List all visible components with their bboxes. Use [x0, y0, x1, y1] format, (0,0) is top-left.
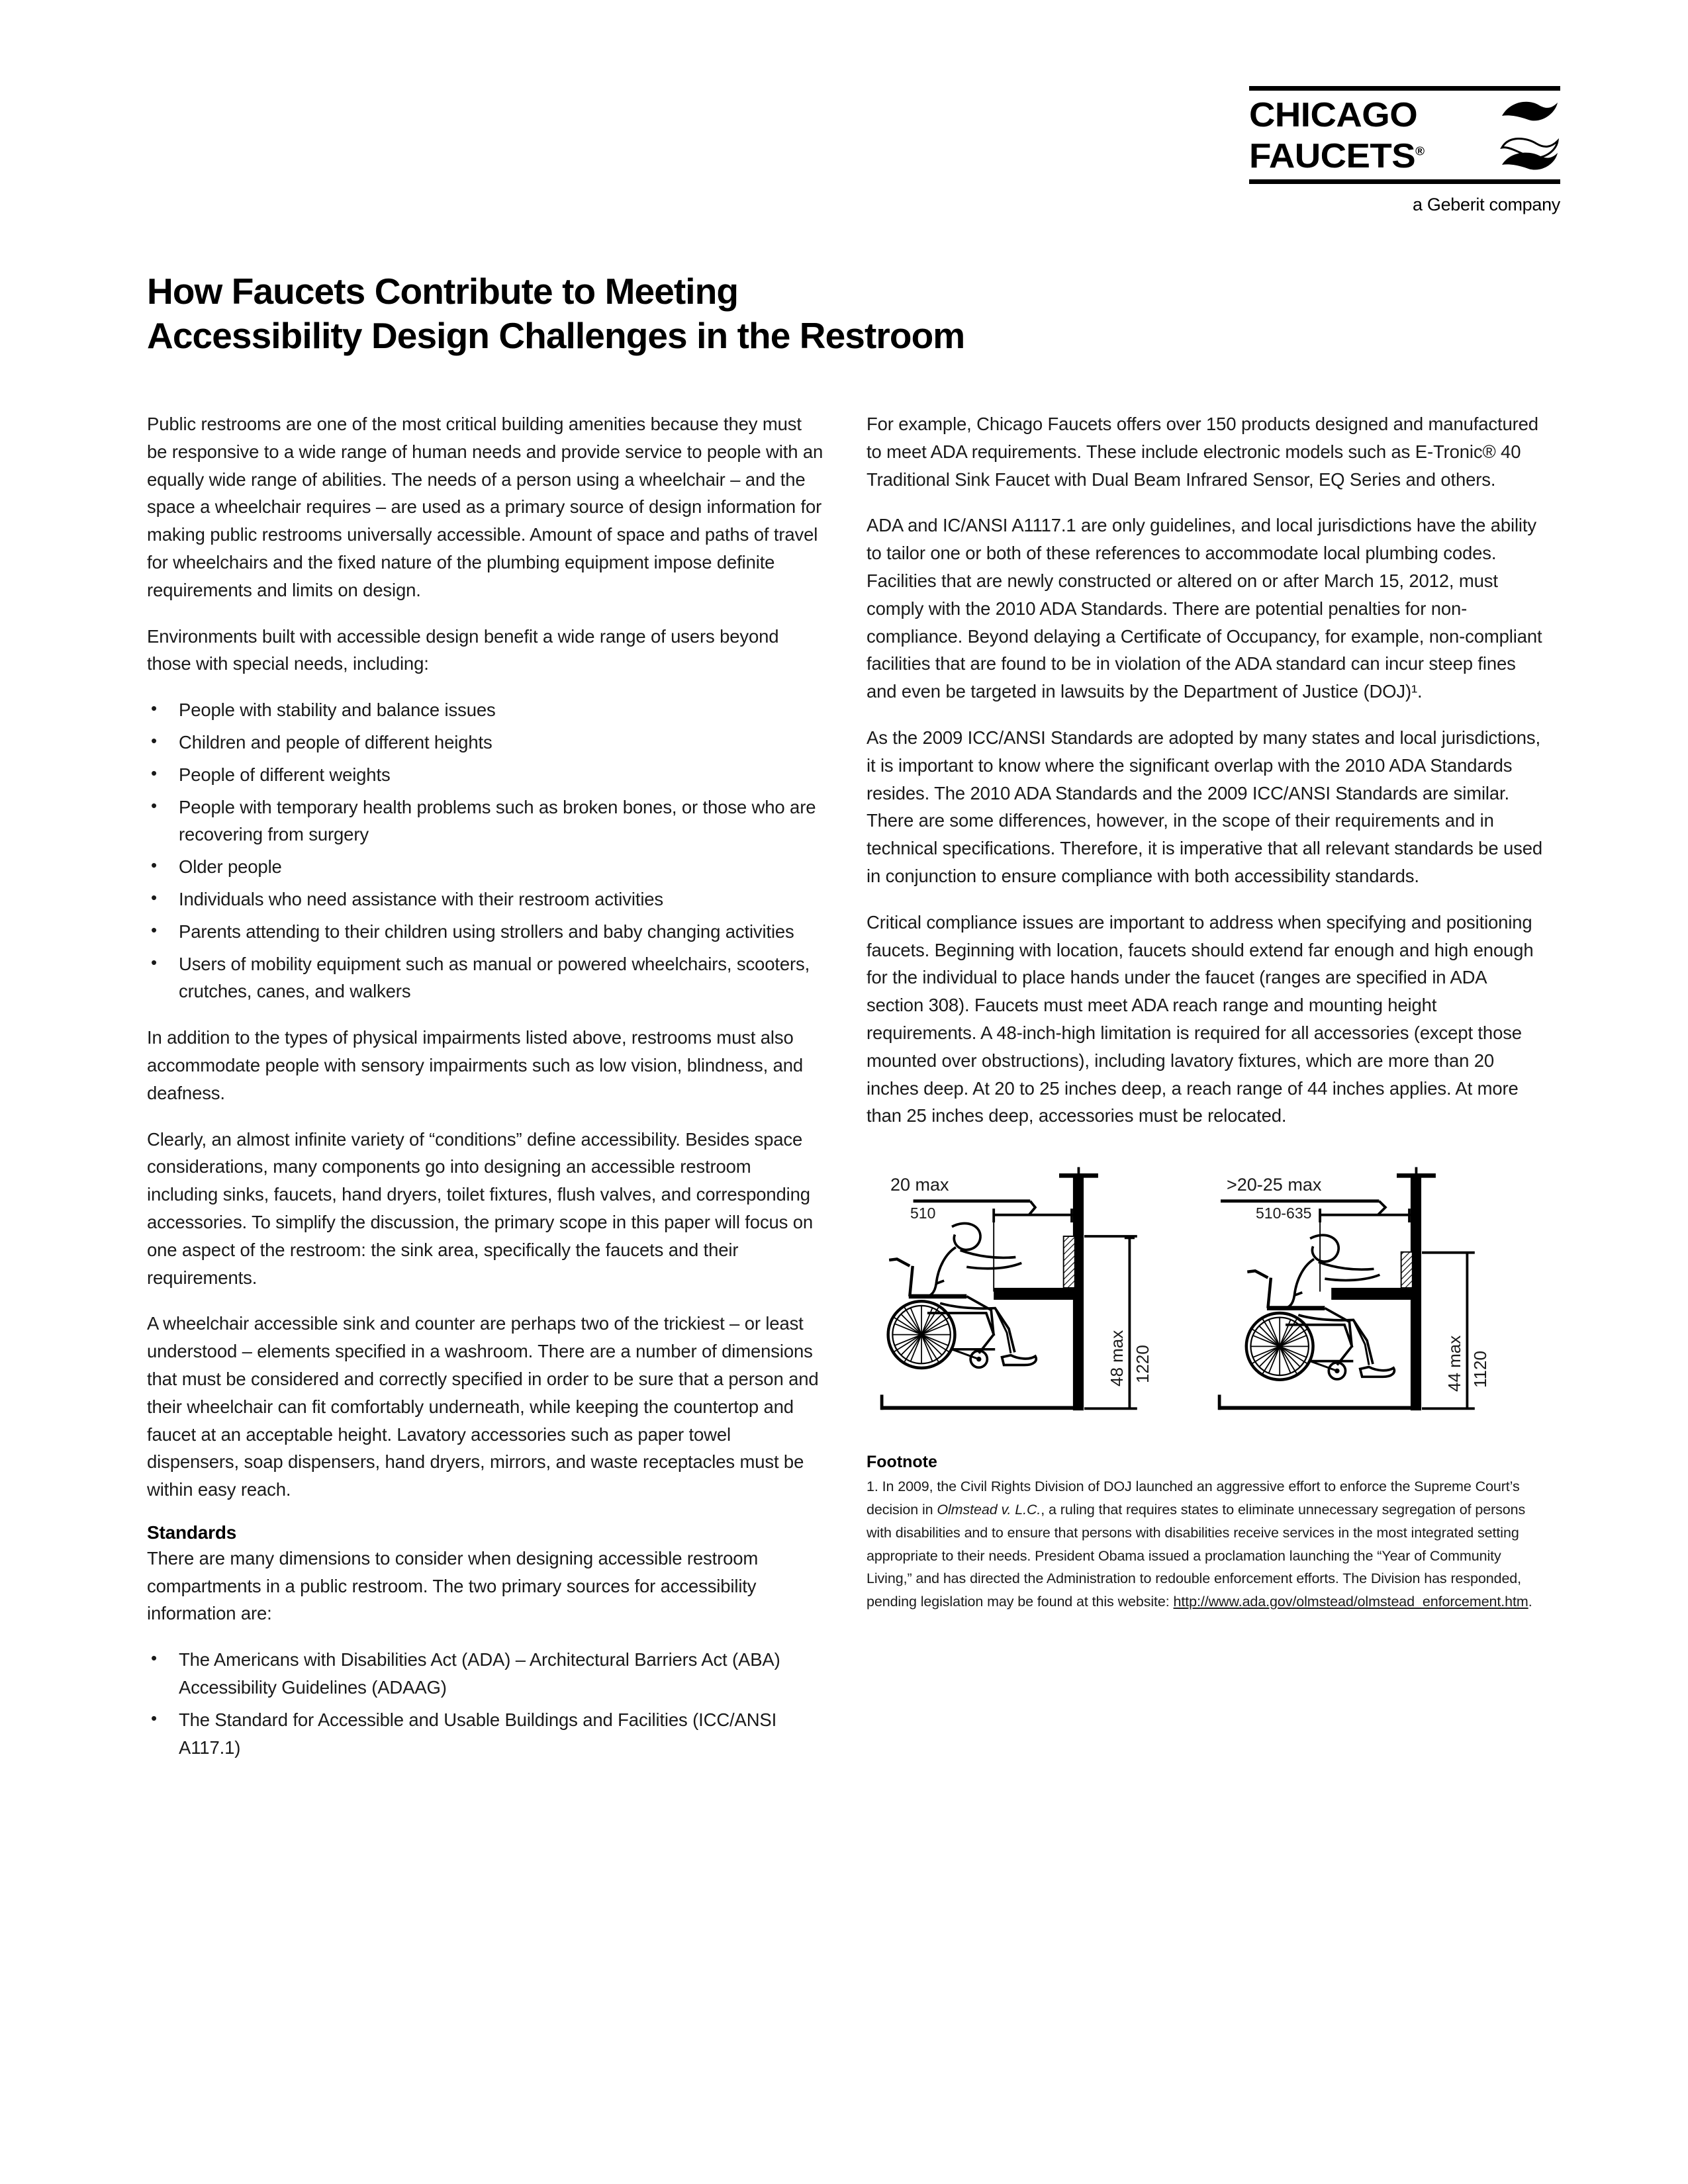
page-title [147, 269, 1405, 358]
paragraph-standards-intro: There are many dimensions to consider when designing accessible restroom compartments in a public restroom. The two primary sources for accessibility information are: [147, 1547, 759, 1624]
paragraph-chicago-faucets-products: For example, Chicago Faucets offers over 150 products designed and manufactured to meet ADA requirements. These include electronic models such as E-Tronic® 40 Traditional Sink Faucet with Dual Beam Infrared Sensor, EQ Series and others. [867, 414, 1538, 490]
list-item: • People with temporary health problems such as broken bones, or those who are recovering from surgery [147, 794, 824, 849]
list-item: • The Standard for Accessible and Usable Buildings and Facilities (ICC/ANSI A117.1) [147, 1706, 824, 1762]
footnote-block [867, 1453, 1544, 1614]
paragraph-environments-built: Environments built with accessible design benefit a wide range of users beyond those with special needs, including: [147, 625, 779, 674]
paragraph-2009-iccansi-standards: As the 2009 ICC/ANSI Standards are adopted by many states and local jurisdictions, it is important to know where the significant overlap with the 2010 ADA Standards resides. The 2010 ADA Standards and the 2009 ICC/ANSI Standards are similar. There are some differences, however, in the scope of their requirements and in technical specifications. Therefore, it is imperative that all relevant standards be used in conjunction to ensure compliance with both accessibility standards. [867, 727, 1542, 886]
list-item: • People of different weights [147, 761, 824, 789]
right-column [867, 410, 1544, 1780]
list-item: • The Americans with Disabilities Act (ADA) – Architectural Barriers Act (ABA) Accessibility Guidelines (ADAAG) [147, 1646, 824, 1702]
left-diagram-depth-metric: 510 [910, 1205, 936, 1222]
logo-tagline: a Geberit company [1412, 195, 1560, 214]
left-diagram-height-metric: 1220 [1133, 1345, 1152, 1384]
footnote-period: . [1528, 1594, 1532, 1610]
body-columns [147, 410, 1544, 1780]
footnote-number: 1. [867, 1479, 882, 1495]
logo-top-rule [1249, 86, 1560, 91]
geberit-leaf-icon-bottom [1499, 137, 1560, 175]
paragraph-critical-compliance-issues: Critical compliance issues are important to address when specifying and positioning faucets. Beginning with location, faucets should extend far enough and high enough for the individual to place hands under the faucet (ranges are specified in ADA section 308). Faucets must meet ADA reach range and mounting height requirements. A 48-inch-high limitation is required for all accessories (except those mounted over obstructions), including lavatory fixtures, which are more than 20 inches deep. At 20 to 25 inches deep, a reach range of 44 inches applies. At more than 25 inches deep, accessories must be relocated. [867, 911, 1534, 1126]
footnote-url-link[interactable]: http://www.ada.gov/olmstead/olmstead_enforcement.htm [1173, 1594, 1528, 1610]
paragraph-ada-icansi-guidelines: ADA and IC/ANSI A1117.1 are only guidelines, and local jurisdictions have the ability to tailor one or both of these references to accommodate local plumbing codes. Facilities that are newly constructed or altered on or after March 15, 2012, must comply with the 2010 ADA Standards. There are potential penalties for non-compliance. Beyond delaying a Certificate of Occupancy, for example, non-compliant facilities that are found to be in violation of the ADA standard can incur steep fines and even be targeted in lawsuits by the Department of Justice (DOJ)¹. [867, 515, 1542, 702]
list-item: • Children and people of different heights [147, 729, 824, 756]
right-diagram-height-label: 44 max [1444, 1335, 1464, 1392]
footnote-text [867, 1475, 1544, 1614]
accessible-design-benefit-list [147, 696, 824, 1005]
right-diagram-depth-metric: 510-635 [1256, 1205, 1312, 1222]
left-diagram-depth-label: 20 max [890, 1175, 949, 1195]
logo-bottom-rule [1249, 179, 1560, 184]
list-item: • Users of mobility equipment such as manual or powered wheelchairs, scooters, crutches, canes, and walkers [147, 950, 824, 1006]
chicago-faucets-logo [1249, 86, 1560, 215]
left-diagram-height-label: 48 max [1107, 1330, 1127, 1387]
paragraph-sensory-impairments: In addition to the types of physical impairments listed above, restrooms must also accommodate people with sensory impairments such as low vision, blindness, and deafness. [147, 1027, 804, 1103]
paragraph-wheelchair-sink-counter: A wheelchair accessible sink and counter are perhaps two of the trickiest – or least understood – elements specified in a washroom. There are a number of dimensions that must be considered and correctly specified in order to be sure that a person and their wheelchair can fit comfortably underneath, while keeping the countertop and faucet at an acceptable height. Lavatory accessories such as paper towel dispensers, soap dispensers, hand dryers, mirrors, and waste receptacles must be within easy reach. [147, 1313, 819, 1500]
page-title-line-1: How Faucets Contribute to Meeting [147, 270, 739, 312]
paragraph-conditions-define-accessibility: Clearly, an almost infinite variety of “conditions” define accessibility. Besides space considerations, many components go into designing an accessible restroom including sinks, faucets, hand dryers, toilet fixtures, flush valves, and corresponding accessories. To simplify the discussion, the primary scope in this paper will focus on one aspect of the restroom: the sink area, specifically the faucets and their requirements. [147, 1128, 814, 1288]
page-title-line-2: Accessibility Design Challenges in the Restroom [147, 314, 965, 356]
list-item: • Older people [147, 853, 824, 881]
footnote-heading: Footnote [867, 1453, 937, 1472]
left-column [147, 410, 824, 1780]
list-item: • People with stability and balance issues [147, 696, 824, 724]
footnote-case-name: Olmstead v. L.C. [937, 1501, 1041, 1518]
ada-reach-range-figure [867, 1148, 1544, 1433]
right-diagram-depth-label: >20-25 max [1227, 1175, 1322, 1195]
footnote-text-b: , a ruling that requires states to eliminate unnecessary segregation of persons with disabilities and to ensure that persons with disabilities receive services in the most integrated setting appropriate to their needs. President Obama issued a proclamation launching the “Year of Community Living,” and has directed the Administration to redouble enforcement efforts. The Division has responded, pending legislation may be found at this website: [867, 1501, 1526, 1610]
paragraph-public-restrooms: Public restrooms are one of the most critical building amenities because they must be responsive to a wide range of human needs and provide service to people with an equally wide range of abilities. The needs of a person using a wheelchair – and the space a wheelchair requires – are used as a primary source of design information for making public restrooms universally accessible. Amount of space and paths of travel for wheelchairs and the fixed nature of the plumbing equipment impose definite requirements and limits on design. [147, 414, 823, 600]
standards-heading: Standards [147, 1522, 237, 1543]
geberit-leaf-icon-top [1499, 96, 1560, 134]
registered-mark: ® [1415, 144, 1425, 158]
logo-word-chicago: CHICAGO [1249, 96, 1418, 134]
list-item: • Individuals who need assistance with their restroom activities [147, 886, 824, 913]
footnote-text-a: In 2009, the Civil Rights Division of DOJ launched an aggressive effort to enforce the Supreme Court’s decision in [867, 1479, 1520, 1518]
logo-word-faucets: FAUCETS® [1249, 137, 1425, 175]
list-item: • Parents attending to their children using strollers and baby changing activities [147, 918, 824, 946]
right-diagram-height-metric: 1120 [1470, 1351, 1490, 1388]
standards-sources-list [147, 1646, 824, 1761]
